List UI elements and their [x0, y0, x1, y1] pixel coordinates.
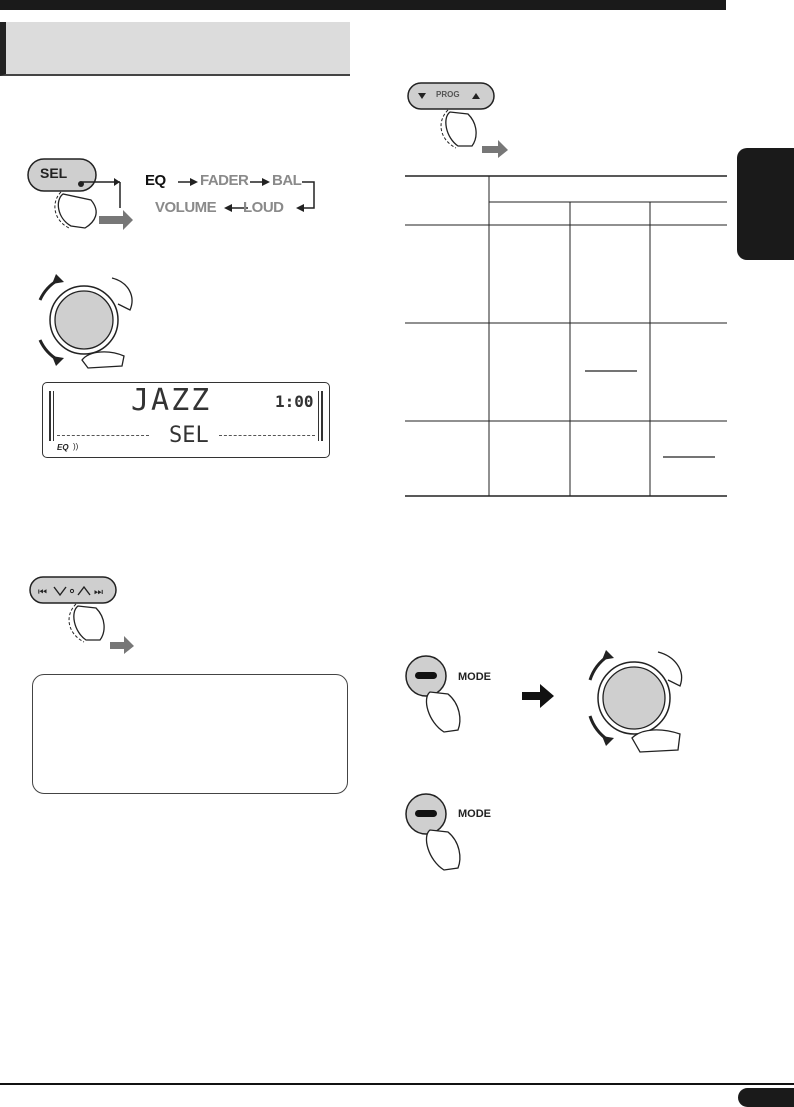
control-dial[interactable]	[55, 291, 113, 349]
bottom-rule	[0, 1083, 794, 1085]
flow-volume: VOLUME	[155, 199, 217, 216]
flow-bal: BAL	[272, 172, 302, 189]
mode-button-label-2: MODE	[458, 808, 491, 820]
lcd-sub-text: SEL	[169, 423, 209, 448]
lcd-main-text: JAZZ	[131, 383, 212, 418]
flow-fader: FADER	[200, 172, 249, 189]
hand-bottom-icon	[632, 730, 680, 752]
finger-icon	[446, 112, 476, 146]
finger-icon	[426, 830, 459, 870]
press-arrow-icon	[110, 636, 134, 654]
sel-button-label: SEL	[40, 165, 68, 181]
flow-eq: EQ	[145, 172, 166, 189]
press-arrow-icon	[482, 140, 508, 158]
finger-icon	[74, 606, 104, 640]
top-rule	[0, 0, 726, 10]
prev-icon: ⏮	[38, 587, 47, 598]
lcd-display	[42, 382, 330, 458]
note-box	[32, 674, 348, 794]
mode-button-illustration-2	[404, 790, 494, 876]
control-dial-illustration-2	[582, 646, 694, 758]
flow-loud: LOUD	[243, 199, 284, 216]
section-title-box	[0, 22, 350, 76]
lcd-time: 1:00	[275, 392, 314, 411]
mode-button-illustration-1	[404, 652, 494, 738]
skip-button-illustration	[28, 574, 148, 654]
next-icon: ⏭	[94, 587, 103, 598]
control-dial[interactable]	[603, 667, 665, 729]
page-number-tab	[738, 1088, 794, 1107]
language-side-tab	[737, 148, 794, 260]
finger-icon	[426, 692, 459, 732]
mode-button-label-1: MODE	[458, 671, 491, 683]
hand-bottom-icon	[82, 352, 124, 368]
eq-wave-icon: ))	[73, 442, 79, 451]
settings-table	[405, 175, 727, 497]
control-dial-illustration	[26, 270, 154, 370]
next-step-arrow-icon	[522, 684, 556, 708]
prog-button-label: PROG	[436, 90, 460, 99]
prog-button-illustration	[406, 80, 526, 160]
eq-indicator: EQ	[57, 443, 69, 452]
